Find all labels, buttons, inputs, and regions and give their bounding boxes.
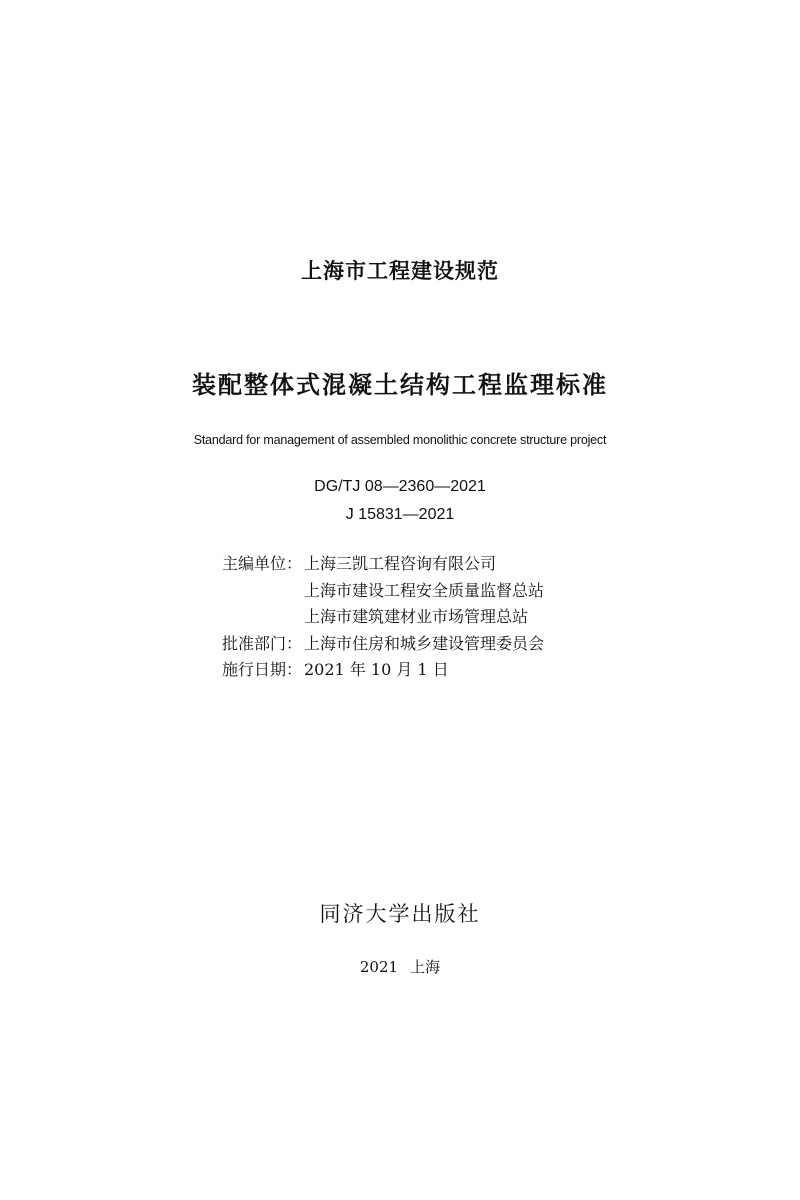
chief-editor-1: 上海三凯工程咨询有限公司 [304,554,497,573]
effective-date-value: 2021 年 10 月 1 日 [304,660,449,679]
chief-editor-row [222,578,544,605]
effective-date-row [222,657,544,684]
publication-year: 2021 [359,958,399,976]
standard-code: DG/TJ 08—2360—2021 [314,478,486,495]
chief-editor-3: 上海市建筑建材业市场管理总站 [304,607,529,626]
document-title: 装配整体式混凝土结构工程监理标准 [192,371,608,399]
chief-editor-row [222,604,544,631]
effective-date-label: 施行日期： [222,660,303,679]
info-block [222,551,544,684]
publication-city: 上海 [410,958,441,976]
publication-year-place [0,956,800,977]
chief-editor-row [222,551,544,578]
approval-label: 批准部门： [222,633,303,653]
approval-row [222,631,544,658]
approval-value: 上海市住房和城乡建设管理委员会 [304,633,545,653]
chief-editor-2: 上海市建设工程安全质量监督总站 [304,580,545,600]
english-title: Standard for management of assembled monolithic concrete structure project [193,433,607,447]
publisher: 同济大学出版社 [319,902,481,926]
chief-editor-label: 主编单位： [222,554,303,573]
series-title: 上海市工程建设规范 [301,259,499,283]
registration-code: J 15831—2021 [345,506,455,523]
